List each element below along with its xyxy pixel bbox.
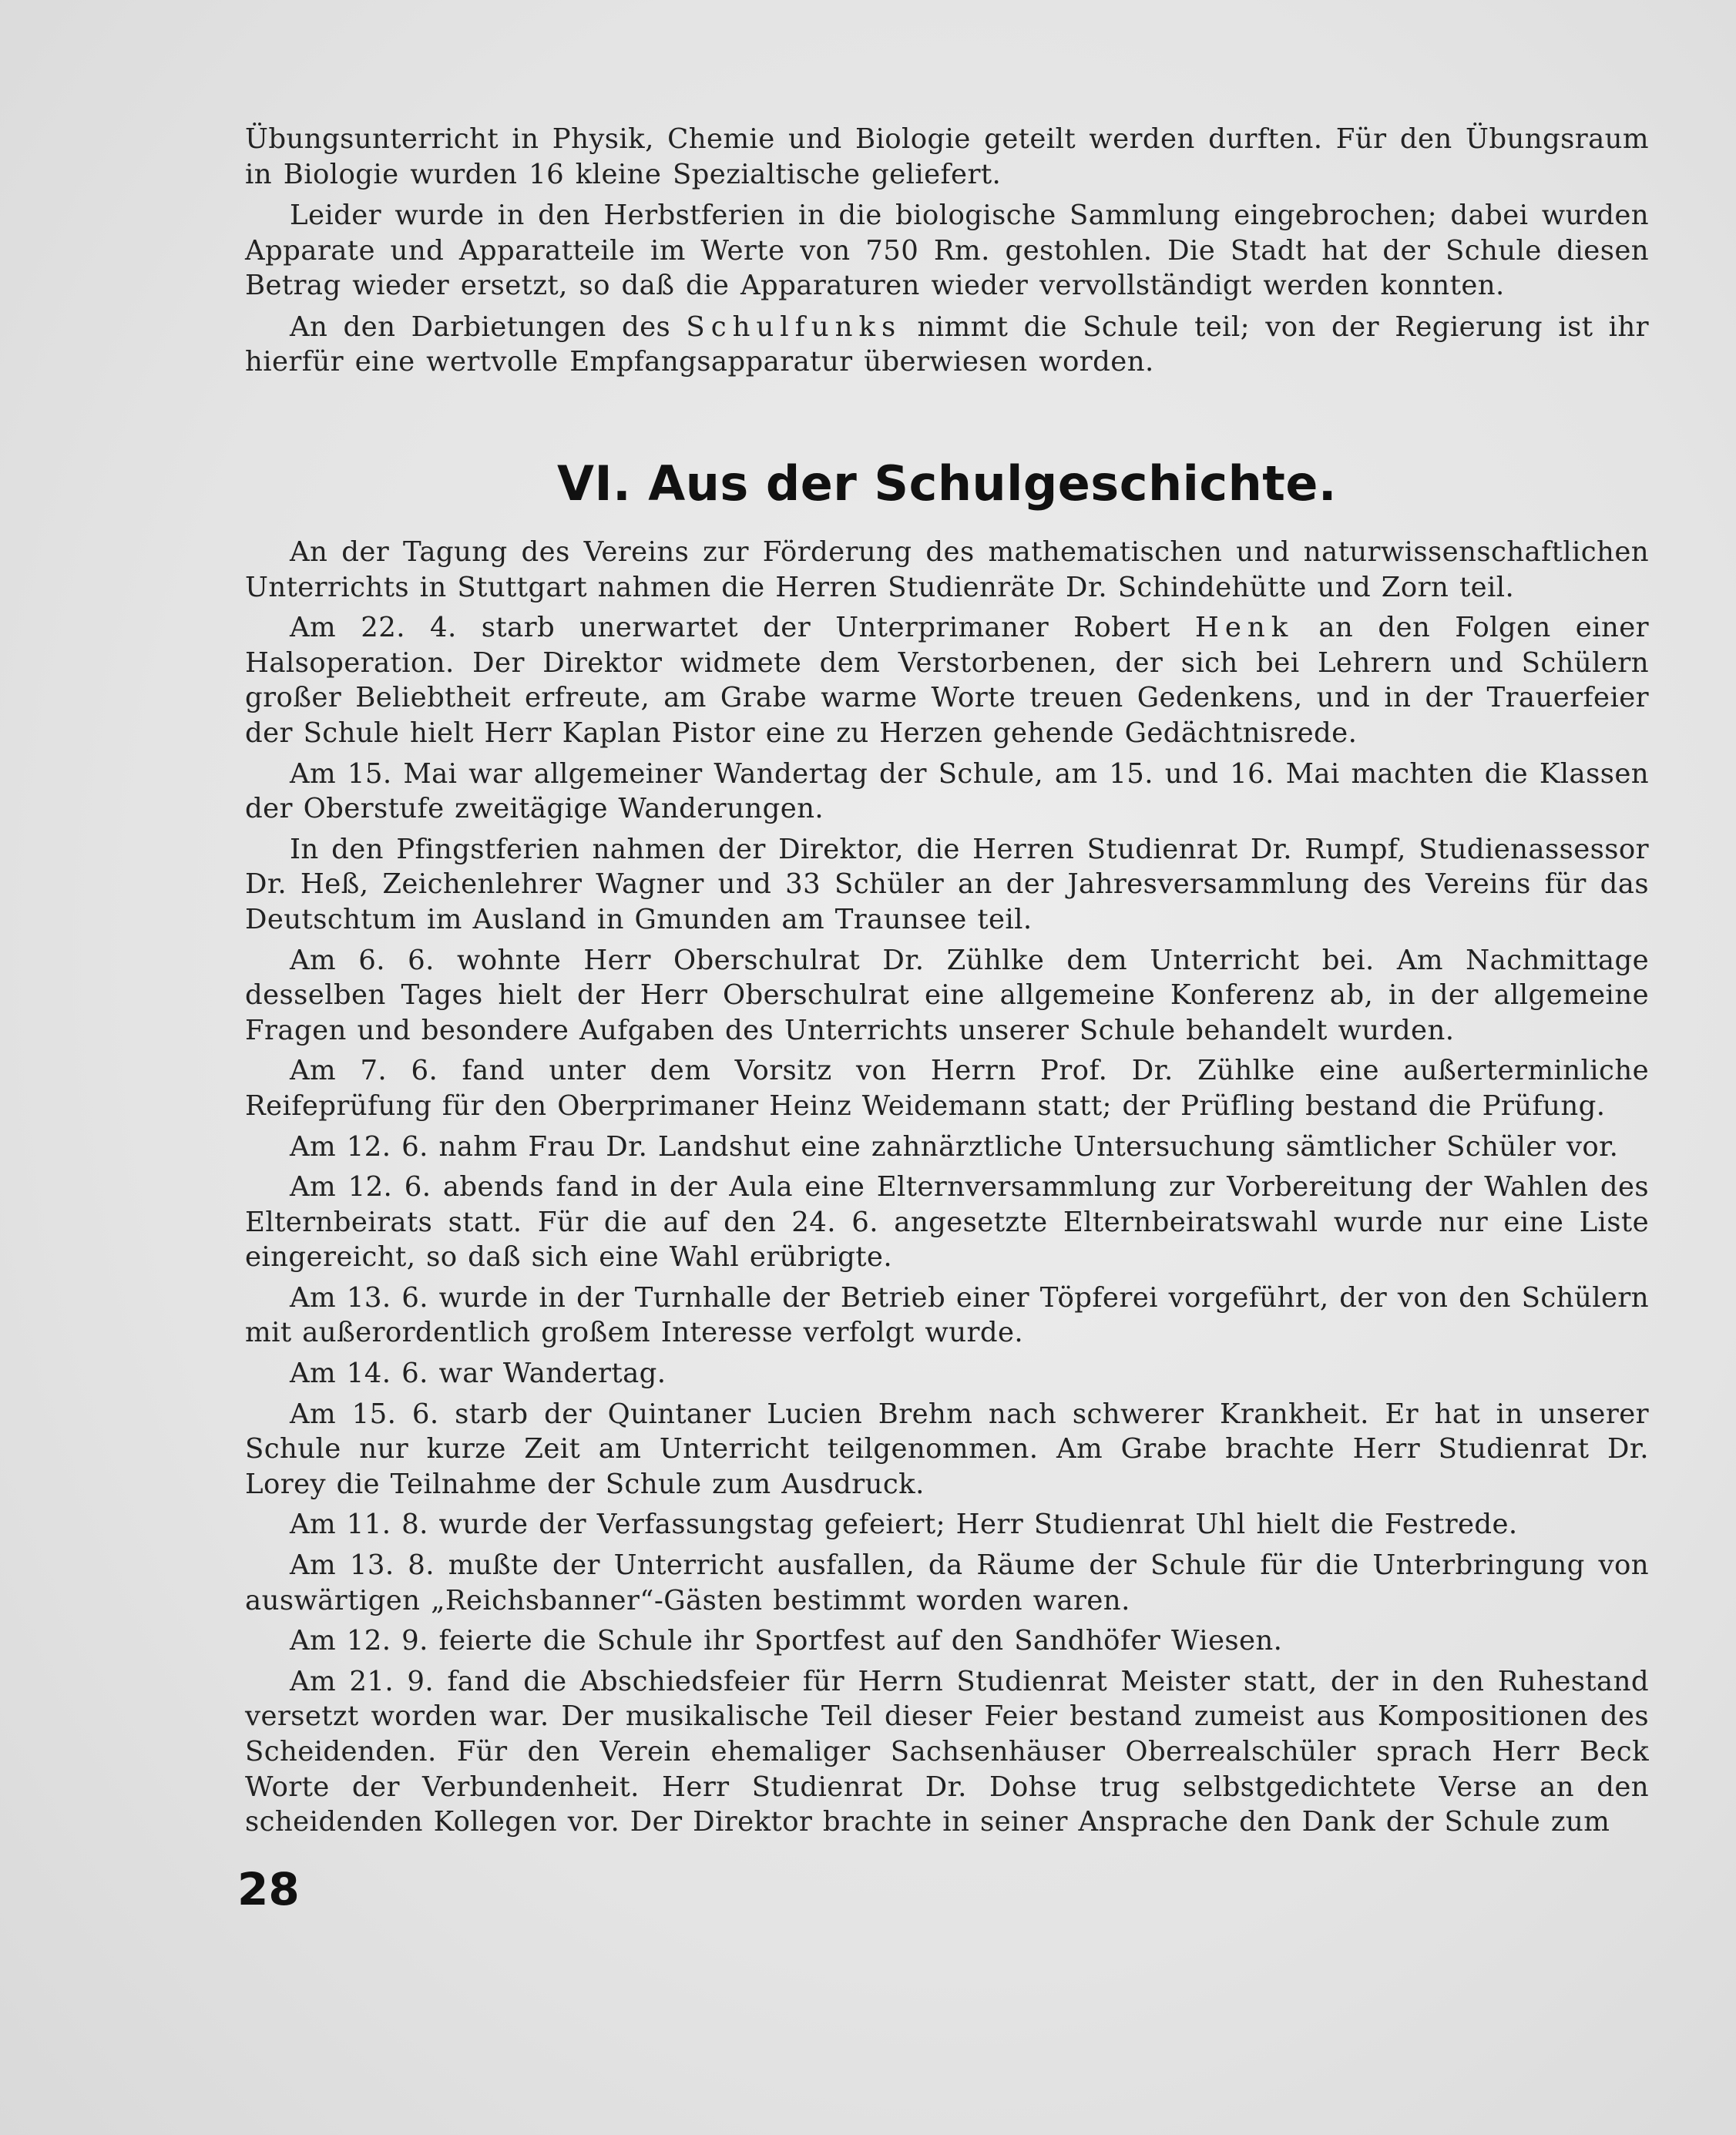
paragraph-oberschulrat: Am 6. 6. wohnte Herr Oberschulrat Dr. Zühlke dem Unterricht bei. Am Nachmittage desselben Tages hielt der Herr Oberschulrat eine allgemeine Konferenz ab, in der allgemeine Fragen und besondere Aufgaben des Unterrichts unserer Schule behandelt wurden.	[245, 944, 1649, 1046]
paragraph-reifepruefung: Am 7. 6. fand unter dem Vorsitz von Herrn Prof. Dr. Zühlke eine außerterminliche Reifeprüfung für den Oberprimaner Heinz Weidemann statt; der Prüfling bestand die Prüfung.	[245, 1055, 1649, 1122]
paragraph-abschiedsfeier: Am 21. 9. fand die Abschiedsfeier für Herrn Studienrat Meister statt, der in den Ruhestand versetzt worden war. Der musikalische Teil dieser Feier bestand zumeist aus Kompositionen des Scheidenden. Für den Verein ehemaliger Sachsenhäuser Oberrealschüler sprach Herr Beck Worte der Verbundenheit. Herr Studienrat Dr. Dohse trug selbstgedichtete Verse an den scheidenden Kollegen vor. Der Direktor brachte in seiner Ansprache den Dank der Schule zum	[245, 1665, 1649, 1838]
paragraph-elternversammlung: Am 12. 6. abends fand in der Aula eine Elternversammlung zur Vorbereitung der Wahlen des Elternbeirats statt. Für die auf den 24. 6. angesetzte Elternbeiratswahl wurde nur eine Liste eingereicht, so daß sich eine Wahl erübrigte.	[245, 1171, 1649, 1274]
paragraph-uebungsunterricht: Übungsunterricht in Physik, Chemie und Biologie geteilt werden durften. Für den Übungsraum in Biologie wurden 16 kleine Spezialtische geliefert.	[245, 123, 1649, 190]
page-number: 28	[237, 1863, 300, 1915]
paragraph-einbruch: Leider wurde in den Herbstferien in die biologische Sammlung eingebrochen; dabei wurden Apparate und Apparatteile im Werte von 750 Rm. gestohlen. Die Stadt hat der Schule diesen Betrag wieder ersetzt, so daß die Apparaturen wieder vervollständigt werden konnten.	[245, 200, 1649, 301]
paragraph-verfassungstag: Am 11. 8. wurde der Verfassungstag gefeiert; Herr Studienrat Uhl hielt die Festrede.	[290, 1509, 1518, 1541]
paragraph-reichsbanner: Am 13. 8. mußte der Unterricht ausfallen, da Räume der Schule für die Unterbringung von auswärtigen „Reichsbanner“-Gästen bestimmt worden waren.	[245, 1549, 1649, 1616]
henk-after: an den Folgen einer Halsoperation. Der Direktor widmete dem Verstorbenen, der sich bei Lehrern und Schülern großer Beliebtheit erfreute, am Grabe warme Worte treuen Gedenkens, und in der Trauerfeier der Schule hielt Herr Kaplan Pistor eine zu Herzen gehende Gedächtnisrede.	[245, 612, 1649, 749]
paragraph-sportfest: Am 12. 9. feierte die Schule ihr Sportfest auf den Sandhöfer Wiesen.	[290, 1625, 1283, 1657]
schulgeschichte-section	[245, 535, 1649, 1845]
paragraph-wandertag-mai: Am 15. Mai war allgemeiner Wandertag der Schule, am 15. und 16. Mai machten die Klassen der Oberstufe zweitägige Wanderungen.	[245, 757, 1649, 825]
paragraph-toepferei: Am 13. 6. wurde in der Turnhalle der Betrieb einer Töpferei vorgeführt, der von den Schülern mit außerordentlich großem Interesse verfolgt wurde.	[245, 1281, 1649, 1349]
paragraph-tagung: An der Tagung des Vereins zur Förderung des mathematischen und naturwissenschaftlichen Unterrichts in Stuttgart nahmen die Herren Studienräte Dr. Schindehütte und Zorn teil.	[245, 536, 1649, 603]
henk-before: Am 22. 4. starb unerwartet der Unterprimaner Robert	[290, 612, 1195, 644]
schulfunk-after: nimmt die Schule teil; von der Regierung ist ihr hierfür eine wertvolle Empfangsapparatur überwiesen worden.	[245, 311, 1650, 378]
schulfunk-before: An den Darbietungen des	[290, 311, 687, 343]
top-text-block	[245, 122, 1649, 386]
paragraph-henk	[245, 610, 1649, 750]
paragraph-zahnaerztlich: Am 12. 6. nahm Frau Dr. Landshut eine zahnärztliche Untersuchung sämtlicher Schüler vor.	[290, 1130, 1619, 1163]
schulfunk-spaced-word: Schulfunks	[686, 311, 902, 343]
paragraph-brehm: Am 15. 6. starb der Quintaner Lucien Brehm nach schwerer Krankheit. Er hat in unserer Schule nur kurze Zeit am Unterricht teilgenommen. Am Grabe brachte Herr Studienrat Dr. Lorey die Teilnahme der Schule zum Ausdruck.	[245, 1398, 1649, 1500]
paragraph-schulfunk	[245, 310, 1649, 380]
paragraph-wandertag-juni: Am 14. 6. war Wandertag.	[290, 1358, 667, 1390]
paragraph-pfingstferien: In den Pfingstferien nahmen der Direktor, die Herren Studienrat Dr. Rumpf, Studienassessor Dr. Heß, Zeichenlehrer Wagner und 33 Schüler an der Jahresversammlung des Vereins für das Deutschtum im Ausland in Gmunden am Traunsee teil.	[245, 833, 1649, 935]
section-heading: VI. Aus der Schulgeschichte.	[557, 455, 1337, 512]
henk-spaced-word: Henk	[1194, 612, 1294, 644]
